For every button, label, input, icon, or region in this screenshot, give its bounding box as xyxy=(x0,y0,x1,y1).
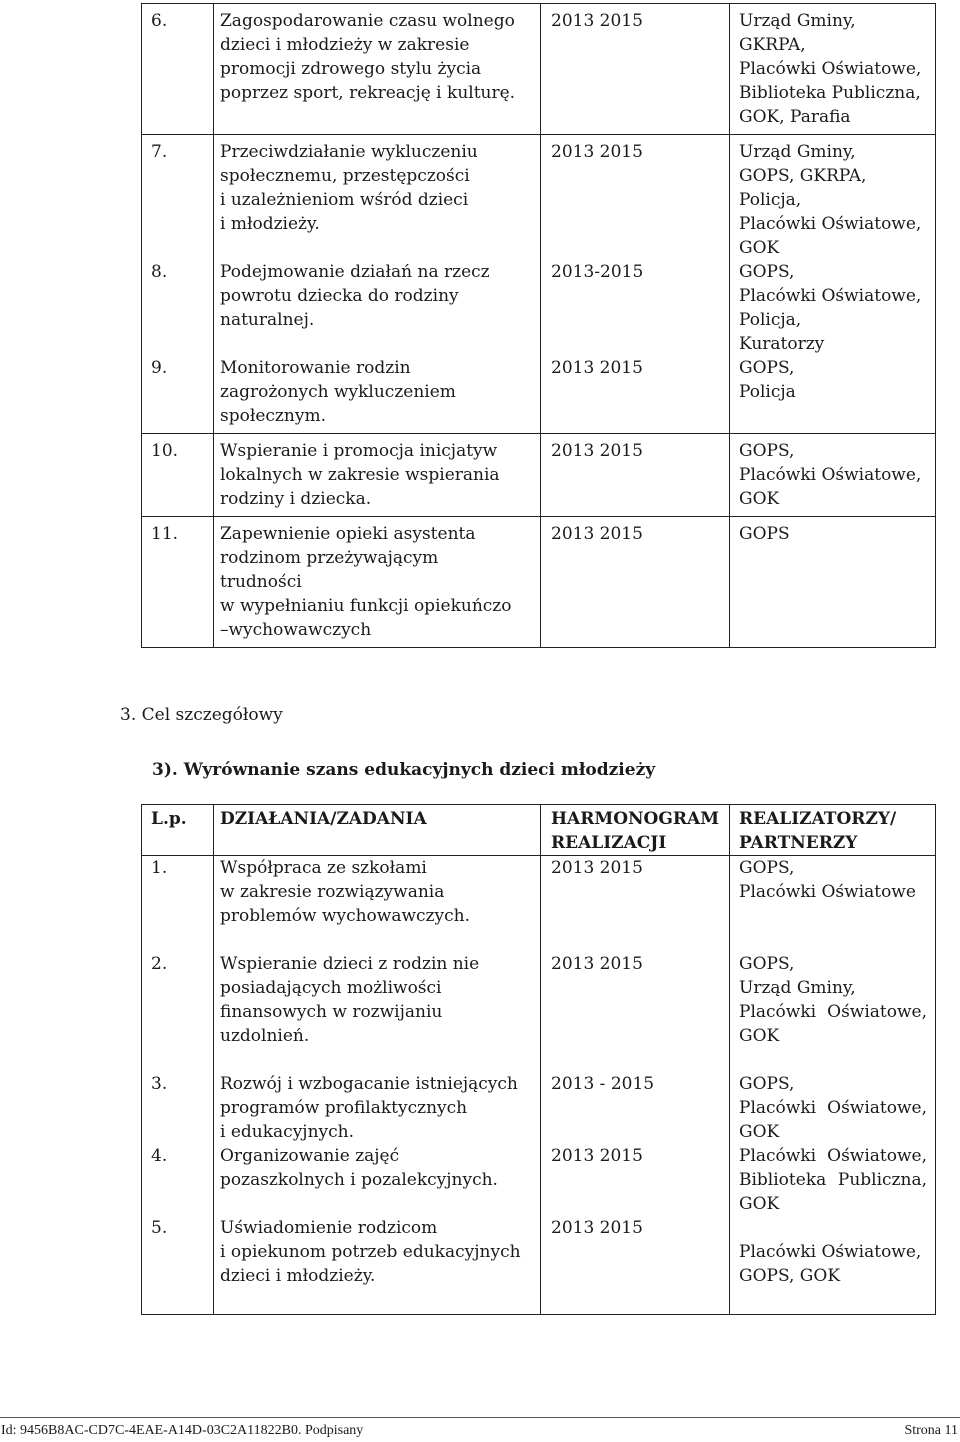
partner-line: GOPS xyxy=(739,524,790,544)
task-cell-group xyxy=(214,856,541,1315)
page-number: Strona 11 xyxy=(904,1423,958,1438)
schedule-value: 2013 2015 xyxy=(551,358,643,378)
schedule-value: 2013 2015 xyxy=(551,1146,643,1166)
partner-line: Placówki Oświatowe, xyxy=(739,1002,927,1022)
header-tasks: DZIAŁANIA/ZADANIA xyxy=(214,805,541,856)
footer-divider xyxy=(0,1417,960,1418)
row-number: 6. xyxy=(142,4,214,135)
row-number: 4. xyxy=(151,1146,168,1166)
header-schedule xyxy=(541,805,730,856)
partner-line: GOK xyxy=(739,1122,780,1142)
row-number: 2. xyxy=(151,954,168,974)
task-line: –wychowawczych xyxy=(220,620,372,640)
section-item-label: 3. Cel szczegółowy xyxy=(120,705,283,725)
table-row xyxy=(142,856,936,1315)
partner-line: GOPS, xyxy=(739,954,795,974)
partner-line: GOK xyxy=(739,238,780,258)
partner-line: GOPS, xyxy=(739,441,795,461)
row-number: 5. xyxy=(151,1218,168,1238)
task-line: dzieci i młodzieży w zakresie xyxy=(220,35,470,55)
task-line: powrotu dziecka do rodziny xyxy=(220,286,459,306)
partner-line: GOK, Parafia xyxy=(739,107,851,127)
partner-line: Urząd Gminy, xyxy=(739,11,856,31)
partners-cell-group xyxy=(730,856,936,1315)
task-cell xyxy=(214,434,541,517)
partner-line: Policja, xyxy=(739,310,802,330)
row-number: 1. xyxy=(151,858,168,878)
partner-line: Placówki Oświatowe, xyxy=(739,286,922,306)
schedule-cell-group xyxy=(541,856,730,1315)
partner-line: Placówki Oświatowe, xyxy=(739,465,922,485)
task-line: Podejmowanie działań na rzecz xyxy=(220,262,490,282)
task-line: Wspieranie dzieci z rodzin nie xyxy=(220,954,480,974)
task-cell xyxy=(214,517,541,648)
partner-line: Urząd Gminy, xyxy=(739,142,856,162)
partners-cell xyxy=(730,517,936,648)
education-tasks-table xyxy=(141,804,936,1315)
task-line: Zapewnienie opieki asystenta xyxy=(220,524,476,544)
task-line: Uświadomienie rodzicom xyxy=(220,1218,438,1238)
partner-line: GOK xyxy=(739,1026,780,1046)
partner-line: Urząd Gminy, xyxy=(739,978,856,998)
task-line: Monitorowanie rodzin xyxy=(220,358,411,378)
header-partners-line: REALIZATORZY/ xyxy=(739,809,897,829)
table-row xyxy=(142,434,936,517)
table-row xyxy=(142,4,936,135)
task-line: programów profilaktycznych xyxy=(220,1098,468,1118)
task-line: trudności xyxy=(220,572,302,592)
task-line: poprzez sport, rekreację i kulturę. xyxy=(220,83,516,103)
task-line: i opiekunom potrzeb edukacyjnych xyxy=(220,1242,521,1262)
partners-cell xyxy=(730,4,936,135)
task-line: Wspieranie i promocja inicjatyw xyxy=(220,441,498,461)
row-number: 8. xyxy=(151,262,168,282)
task-line: społecznym. xyxy=(220,406,326,426)
task-line: lokalnych w zakresie wspierania xyxy=(220,465,500,485)
section-subheading: 3). Wyrównanie szans edukacyjnych dzieci młodzieży xyxy=(152,760,656,780)
table-header-row xyxy=(142,805,936,856)
partner-line: GOPS, xyxy=(739,358,795,378)
task-line: naturalnej. xyxy=(220,310,315,330)
row-number-group xyxy=(142,135,214,434)
header-number: L.p. xyxy=(142,805,214,856)
partner-line: Placówki Oświatowe, xyxy=(739,1242,922,1262)
task-line: Współpraca ze szkołami xyxy=(220,858,427,878)
schedule-value: 2013-2015 xyxy=(551,262,644,282)
schedule-cell: 2013 2015 xyxy=(541,4,730,135)
row-number: 9. xyxy=(151,358,168,378)
row-number: 10. xyxy=(142,434,214,517)
partner-line: Placówki Oświatowe xyxy=(739,882,916,902)
task-line: pozaszkolnych i pozalekcyjnych. xyxy=(220,1170,498,1190)
schedule-value: 2013 2015 xyxy=(551,1218,643,1238)
task-line: w zakresie rozwiązywania xyxy=(220,882,445,902)
schedule-cell: 2013 2015 xyxy=(541,434,730,517)
task-line: zagrożonych wykluczeniem xyxy=(220,382,456,402)
task-line: i edukacyjnych. xyxy=(220,1122,354,1142)
task-line: problemów wychowawczych. xyxy=(220,906,470,926)
schedule-value: 2013 2015 xyxy=(551,142,643,162)
partner-line: GOPS, GOK xyxy=(739,1266,841,1286)
partner-line: Placówki Oświatowe, xyxy=(739,1098,927,1118)
schedule-value: 2013 2015 xyxy=(551,954,643,974)
tasks-table-continued xyxy=(141,3,936,648)
row-number: 11. xyxy=(142,517,214,648)
partner-line: Placówki Oświatowe, xyxy=(739,1146,927,1166)
partner-line: GOPS, xyxy=(739,262,795,282)
task-line: w wypełnianiu funkcji opiekuńczo xyxy=(220,596,512,616)
table-row xyxy=(142,517,936,648)
partner-line: Placówki Oświatowe, xyxy=(739,59,922,79)
partners-cell xyxy=(730,434,936,517)
task-line: Rozwój i wzbogacanie istniejących xyxy=(220,1074,518,1094)
task-line: uzdolnień. xyxy=(220,1026,310,1046)
task-cell-group xyxy=(214,135,541,434)
row-number: 3. xyxy=(151,1074,168,1094)
task-line: Zagospodarowanie czasu wolnego xyxy=(220,11,515,31)
task-line: finansowych w rozwijaniu xyxy=(220,1002,443,1022)
task-line: dzieci i młodzieży. xyxy=(220,1266,376,1286)
partner-line: GOK xyxy=(739,1194,780,1214)
partner-line: GOPS, xyxy=(739,858,795,878)
partner-line: Biblioteka Publiczna, xyxy=(739,83,921,103)
partners-cell-group xyxy=(730,135,936,434)
partner-line: Biblioteka Publiczna, xyxy=(739,1170,927,1190)
schedule-cell: 2013 2015 xyxy=(541,517,730,648)
task-line: i uzależnieniom wśród dzieci xyxy=(220,190,469,210)
partner-line: GOPS, xyxy=(739,1074,795,1094)
partner-line: GOPS, GKRPA, xyxy=(739,166,867,186)
table-row xyxy=(142,135,936,434)
header-schedule-line: REALIZACJI xyxy=(551,833,667,853)
task-line: promocji zdrowego stylu życia xyxy=(220,59,482,79)
row-number: 7. xyxy=(151,142,168,162)
header-partners-line: PARTNERZY xyxy=(739,833,858,853)
row-number-group xyxy=(142,856,214,1315)
task-line: i młodzieży. xyxy=(220,214,320,234)
task-line: rodzinom przeżywającym xyxy=(220,548,439,568)
partner-line: Policja xyxy=(739,382,796,402)
partner-line: GOK xyxy=(739,489,780,509)
page-footer xyxy=(0,1420,960,1442)
task-cell xyxy=(214,4,541,135)
task-line: Organizowanie zajęć xyxy=(220,1146,400,1166)
header-partners xyxy=(730,805,936,856)
task-line: społecznemu, przestępczości xyxy=(220,166,470,186)
task-line: rodziny i dziecka. xyxy=(220,489,372,509)
partner-line: GKRPA, xyxy=(739,35,806,55)
schedule-value: 2013 - 2015 xyxy=(551,1074,655,1094)
partner-line: Policja, xyxy=(739,190,802,210)
task-line: posiadających możliwości xyxy=(220,978,442,998)
partner-line: Kuratorzy xyxy=(739,334,825,354)
schedule-value: 2013 2015 xyxy=(551,858,643,878)
header-schedule-line: HARMONOGRAM xyxy=(551,809,720,829)
task-line: Przeciwdziałanie wykluczeniu xyxy=(220,142,478,162)
schedule-cell-group xyxy=(541,135,730,434)
document-id: Id: 9456B8AC-CD7C-4EAE-A14D-03C2A11822B0. Podpisany xyxy=(1,1423,364,1438)
partner-line: Placówki Oświatowe, xyxy=(739,214,922,234)
